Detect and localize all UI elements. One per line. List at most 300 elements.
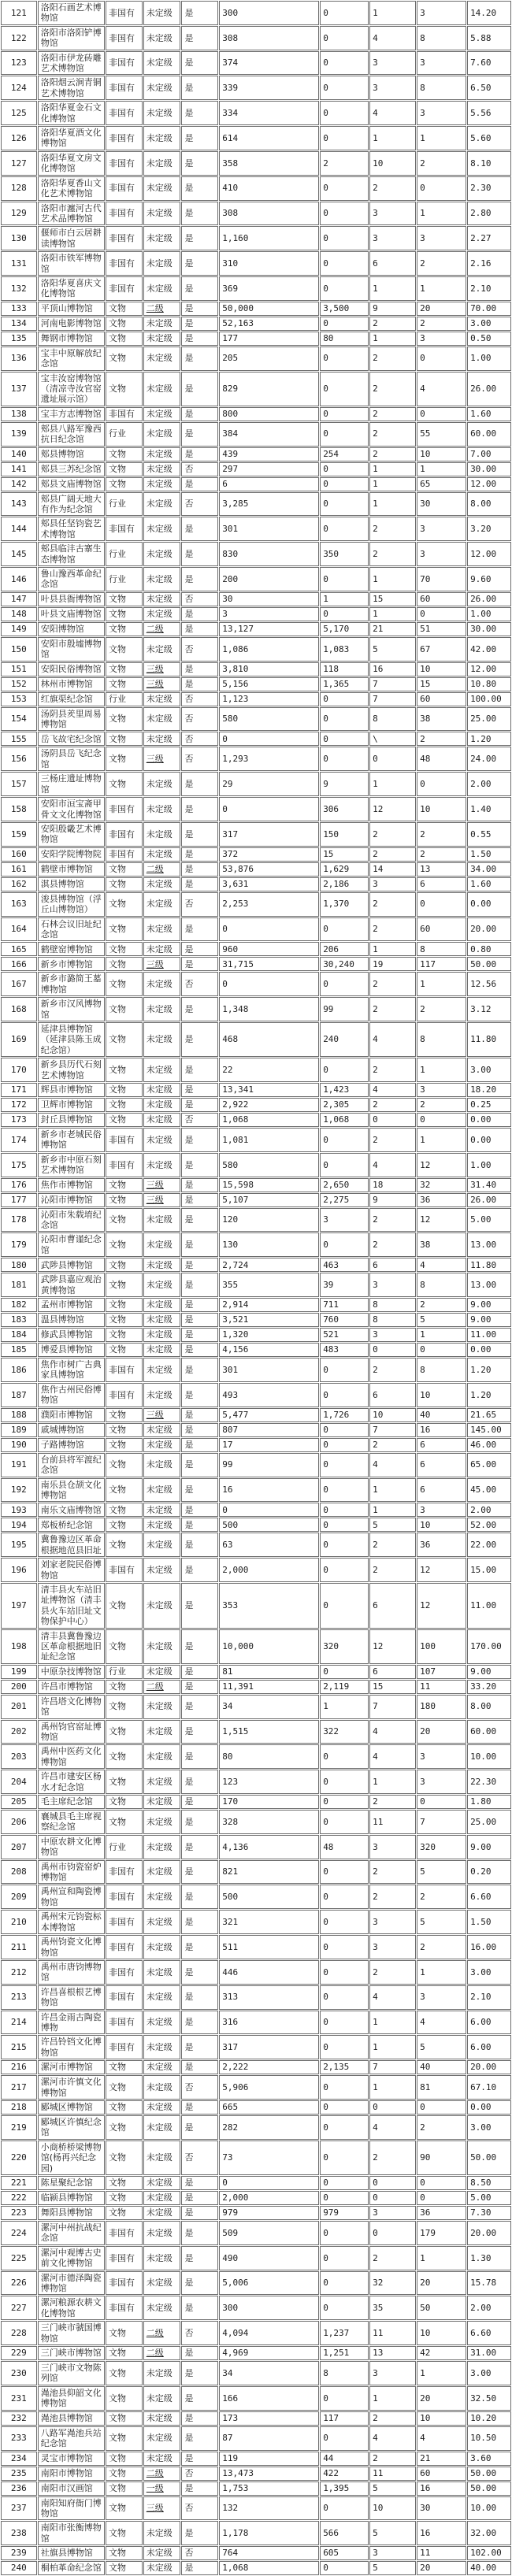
value-3-cell: 2 (369, 1128, 416, 1152)
grade-cell: 未定级 (143, 2246, 181, 2270)
open-status-cell: 否 (181, 2075, 218, 2100)
category-cell: 文物 (106, 347, 143, 371)
grade-cell: 未定级 (143, 2075, 181, 2100)
category-cell: 非国有 (106, 1558, 143, 1582)
row-number-cell: 130 (1, 226, 37, 250)
grade-cell: 未定级 (143, 1, 181, 25)
table-row (1, 2035, 511, 2059)
table-row (1, 176, 511, 201)
museum-name-cell: 渑池县博物馆 (38, 2411, 105, 2426)
category-cell: 文物 (106, 2191, 143, 2205)
value-4-cell: 10 (417, 2411, 466, 2426)
value-5-cell: 2.10 (467, 1985, 511, 2010)
value-3-cell: 11 (369, 2467, 416, 2481)
category-cell: 文物 (106, 607, 143, 621)
value-3-cell: 0 (369, 2221, 416, 2245)
row-number-cell: 237 (1, 2496, 37, 2521)
table-row (1, 317, 511, 331)
value-5-cell: 2.00 (467, 2296, 511, 2320)
grade-cell: 未定级 (143, 1113, 181, 1127)
value-1-cell: 4,094 (219, 2321, 319, 2345)
value-4-cell: 3 (417, 1770, 466, 1794)
row-number-cell: 157 (1, 772, 37, 796)
value-2-cell: 80 (320, 332, 369, 346)
open-status-cell: 否 (181, 2140, 218, 2175)
value-3-cell: 9 (369, 1193, 416, 1207)
value-3-cell: 7 (369, 677, 416, 691)
museum-name-cell: 冀鲁豫边区革命根据地范县旧址 (38, 1533, 105, 1557)
value-3-cell: 15 (369, 592, 416, 606)
museum-name-cell: 河南电影博物馆 (38, 317, 105, 331)
category-cell: 文物 (106, 677, 143, 691)
museum-name-cell: 漯河市许慎文化博物馆 (38, 2075, 105, 2100)
value-1-cell: 830 (219, 542, 319, 566)
value-3-cell: 2 (369, 972, 416, 996)
value-4-cell: 20 (417, 302, 466, 316)
value-1-cell: 52,163 (219, 317, 319, 331)
open-status-cell: 否 (181, 2321, 218, 2345)
table-row (1, 1113, 511, 1127)
table-row (1, 1680, 511, 1694)
row-number-cell: 173 (1, 1113, 37, 1127)
value-5-cell: 60.00 (467, 422, 511, 447)
museum-name-cell: 禹州中医药文化博物馆 (38, 1744, 105, 1769)
value-1-cell: 297 (219, 462, 319, 476)
open-status-cell: 是 (181, 1232, 218, 1257)
open-status-cell: 是 (181, 2221, 218, 2245)
museum-name-cell: 戚城博物馆 (38, 1423, 105, 1437)
grade-cell: 未定级 (143, 1208, 181, 1232)
museum-name-cell: 林州市博物馆 (38, 677, 105, 691)
value-4-cell: 0 (417, 892, 466, 917)
grade-cell[interactable]: 二级 (143, 622, 181, 636)
value-5-cell: 5.56 (467, 101, 511, 125)
value-3-cell: 15 (369, 1680, 416, 1694)
grade-cell: 未定级 (143, 1423, 181, 1437)
value-3-cell: 7 (369, 1695, 416, 1719)
value-3-cell: 3 (369, 226, 416, 250)
category-cell: 非国有 (106, 1, 143, 25)
value-4-cell: 8 (417, 942, 466, 956)
value-5-cell: 67.10 (467, 2075, 511, 2100)
grade-cell: 未定级 (143, 317, 181, 331)
category-cell: 文物 (106, 1695, 143, 1719)
grade-cell[interactable]: 二级 (143, 1680, 181, 1694)
value-4-cell: 1 (417, 462, 466, 476)
table-row (1, 347, 511, 371)
value-4-cell: 3 (417, 1985, 466, 2010)
category-cell: 非国有 (106, 517, 143, 541)
value-3-cell: 18 (369, 1178, 416, 1192)
value-1-cell: 960 (219, 942, 319, 956)
open-status-cell: 否 (181, 592, 218, 606)
value-2-cell: 0 (320, 1860, 369, 1885)
category-cell: 文物 (106, 1343, 143, 1357)
museum-name-cell: 漯河市博物馆 (38, 2060, 105, 2074)
value-2-cell: 2,650 (320, 1178, 369, 1192)
category-cell: 行业 (106, 422, 143, 447)
value-1-cell: 1,348 (219, 997, 319, 1021)
row-number-cell: 148 (1, 607, 37, 621)
row-number-cell: 190 (1, 1438, 37, 1452)
value-1-cell: 2,253 (219, 892, 319, 917)
row-number-cell: 225 (1, 2246, 37, 2270)
museum-name-cell: 台前县将军渡纪念馆 (38, 1453, 105, 1477)
value-4-cell: 20 (417, 2271, 466, 2296)
open-status-cell: 是 (181, 1058, 218, 1082)
row-number-cell: 179 (1, 1232, 37, 1257)
row-number-cell: 161 (1, 862, 37, 877)
value-1-cell: 308 (219, 202, 319, 226)
open-status-cell: 是 (181, 1343, 218, 1357)
grade-cell[interactable]: 三级 (143, 2496, 181, 2521)
value-5-cell: 10.50 (467, 2426, 511, 2451)
value-1-cell: 50,000 (219, 302, 319, 316)
grade-cell: 未定级 (143, 2011, 181, 2035)
open-status-cell: 是 (181, 1860, 218, 1885)
row-number-cell: 223 (1, 2206, 37, 2220)
value-5-cell: 0.00 (467, 1128, 511, 1152)
value-3-cell: 5 (369, 2481, 416, 2496)
value-4-cell: 3 (417, 101, 466, 125)
value-4-cell: 3 (417, 1083, 466, 1097)
museum-name-cell: 汤阴县羑里周易博物馆 (38, 707, 105, 732)
value-1-cell: 205 (219, 347, 319, 371)
open-status-cell: 否 (181, 732, 218, 746)
value-2-cell: 0 (320, 517, 369, 541)
value-5-cell: 0.20 (467, 1860, 511, 1885)
value-3-cell: 10 (369, 151, 416, 176)
row-number-cell: 208 (1, 1860, 37, 1885)
row-number-cell: 210 (1, 1910, 37, 1934)
category-cell: 文物 (106, 2206, 143, 2220)
value-5-cell: 8.00 (467, 1695, 511, 1719)
value-2-cell: 483 (320, 1343, 369, 1357)
row-number-cell: 187 (1, 1383, 37, 1407)
museum-name-cell: 八路军渑池兵站纪念馆 (38, 2426, 105, 2451)
value-4-cell: 51 (417, 622, 466, 636)
table-row (1, 251, 511, 276)
table-row (1, 1629, 511, 1664)
row-number-cell: 211 (1, 1935, 37, 1959)
value-3-cell: 1 (369, 126, 416, 150)
value-4-cell: 3 (417, 517, 466, 541)
open-status-cell: 是 (181, 251, 218, 276)
row-number-cell: 154 (1, 707, 37, 732)
museum-name-cell: 刘家老院民俗博物馆 (38, 1558, 105, 1582)
value-2-cell: 0 (320, 707, 369, 732)
open-status-cell: 否 (181, 462, 218, 476)
value-2-cell: 1,629 (320, 862, 369, 877)
value-4-cell: 4 (417, 2011, 466, 2035)
value-1-cell: 334 (219, 101, 319, 125)
value-4-cell: 3 (417, 51, 466, 76)
grade-cell: 未定级 (143, 972, 181, 996)
grade-cell[interactable]: 二级 (143, 862, 181, 877)
museum-name-cell: 襄城县毛主席视察纪念馆 (38, 1810, 105, 1834)
value-5-cell: 1.00 (467, 607, 511, 621)
grade-cell: 未定级 (143, 1770, 181, 1794)
grade-cell[interactable]: 三级 (143, 747, 181, 771)
value-5-cell: 3.00 (467, 1058, 511, 1082)
value-1-cell: 3,521 (219, 1313, 319, 1327)
category-cell: 文物 (106, 1058, 143, 1082)
value-2-cell: 3,500 (320, 302, 369, 316)
value-4-cell: 1 (417, 1328, 466, 1342)
value-5-cell: 3.12 (467, 997, 511, 1021)
table-row (1, 2176, 511, 2190)
row-number-cell: 149 (1, 622, 37, 636)
value-3-cell: 0 (369, 2176, 416, 2190)
grade-cell[interactable]: 三级 (143, 1178, 181, 1192)
grade-cell[interactable]: 二级 (143, 2321, 181, 2345)
row-number-cell: 238 (1, 2521, 37, 2545)
museum-name-cell: 陈星聚纪念馆 (38, 2176, 105, 2190)
grade-cell: 未定级 (143, 1503, 181, 1517)
grade-cell: 未定级 (143, 1298, 181, 1312)
museum-name-cell: 安阳市殷墟博物馆 (38, 637, 105, 662)
value-3-cell: 2 (369, 1358, 416, 1382)
value-5-cell: 5.60 (467, 126, 511, 150)
grade-cell[interactable]: 二级 (143, 2467, 181, 2481)
value-4-cell: 5 (417, 2035, 466, 2059)
grade-cell[interactable]: 三级 (143, 677, 181, 691)
value-3-cell: 2 (369, 1208, 416, 1232)
row-number-cell: 143 (1, 492, 37, 517)
category-cell: 文物 (106, 2346, 143, 2360)
grade-cell: 未定级 (143, 2561, 181, 2575)
value-5-cell: 8.10 (467, 151, 511, 176)
museum-name-cell: 武陟县嘉应观治黄博物馆 (38, 1273, 105, 1297)
row-number-cell: 207 (1, 1835, 37, 1859)
grade-cell[interactable]: 三级 (143, 957, 181, 971)
category-cell: 非国有 (106, 1128, 143, 1152)
grade-cell[interactable]: 一级 (143, 2481, 181, 2496)
museum-name-cell: 红旗渠纪念馆 (38, 692, 105, 706)
value-3-cell: 5 (369, 637, 416, 662)
row-number-cell: 172 (1, 1098, 37, 1112)
value-1-cell: 0 (219, 972, 319, 996)
value-3-cell: 2 (369, 1885, 416, 1909)
value-1-cell: 328 (219, 1810, 319, 1834)
grade-cell[interactable]: 三级 (143, 1408, 181, 1422)
value-2-cell: 0 (320, 2296, 369, 2320)
value-5-cell: 45.00 (467, 1478, 511, 1503)
value-1-cell: 316 (219, 2011, 319, 2035)
value-4-cell: 20 (417, 1720, 466, 1744)
value-1-cell: 81 (219, 1665, 319, 1679)
table-row (1, 276, 511, 301)
category-cell: 行业 (106, 692, 143, 706)
value-2-cell: 566 (320, 2521, 369, 2545)
value-2-cell: 979 (320, 2206, 369, 2220)
value-5-cell: 40.00 (467, 2561, 511, 2575)
category-cell: 非国有 (106, 407, 143, 421)
value-2-cell: 1,423 (320, 1083, 369, 1097)
value-2-cell: 1,068 (320, 1113, 369, 1127)
value-3-cell: 2 (369, 347, 416, 371)
value-2-cell: 0 (320, 1885, 369, 1909)
category-cell: 文物 (106, 372, 143, 406)
value-1-cell: 580 (219, 1153, 319, 1177)
value-1-cell: 2,914 (219, 1298, 319, 1312)
value-3-cell: 6 (369, 1258, 416, 1272)
value-1-cell: 468 (219, 1022, 319, 1057)
grade-cell: 未定级 (143, 1910, 181, 1934)
open-status-cell: 是 (181, 772, 218, 796)
value-2-cell: 1,370 (320, 892, 369, 917)
value-1-cell: 321 (219, 1910, 319, 1934)
museum-name-cell: 禹州钧瓷文化博物馆 (38, 1935, 105, 1959)
row-number-cell: 229 (1, 2346, 37, 2360)
value-2-cell: 1,083 (320, 637, 369, 662)
value-1-cell: 1,068 (219, 1113, 319, 1127)
table-row (1, 1128, 511, 1152)
value-4-cell: 2 (417, 997, 466, 1021)
category-cell: 非国有 (106, 276, 143, 301)
value-5-cell: 33.20 (467, 1680, 511, 1694)
value-2-cell: 0 (320, 1438, 369, 1452)
open-status-cell: 是 (181, 1518, 218, 1532)
value-1-cell: 310 (219, 251, 319, 276)
open-status-cell: 是 (181, 1744, 218, 1769)
museum-name-cell: 许昌市博物馆 (38, 1680, 105, 1694)
category-cell: 文物 (106, 317, 143, 331)
grade-cell: 未定级 (143, 592, 181, 606)
value-4-cell: 4 (417, 2426, 466, 2451)
value-2-cell: 711 (320, 1298, 369, 1312)
table-row (1, 1022, 511, 1057)
museum-name-cell: 汤阴县岳飞纪念馆 (38, 747, 105, 771)
category-cell: 文物 (106, 2075, 143, 2100)
value-3-cell: 3 (369, 1273, 416, 1297)
category-cell: 非国有 (106, 2221, 143, 2245)
row-number-cell: 186 (1, 1358, 37, 1382)
value-4-cell: 3 (417, 1503, 466, 1517)
value-5-cell: 70.00 (467, 302, 511, 316)
value-3-cell: 2 (369, 422, 416, 447)
value-2-cell: 0 (320, 2075, 369, 2100)
table-row (1, 1083, 511, 1097)
table-row (1, 847, 511, 862)
open-status-cell: 是 (181, 662, 218, 676)
open-status-cell: 是 (181, 2426, 218, 2451)
value-1-cell: 29 (219, 772, 319, 796)
grade-cell: 未定级 (143, 1665, 181, 1679)
value-2-cell: 0 (320, 1518, 369, 1532)
value-5-cell: 46.00 (467, 1438, 511, 1452)
category-cell: 非国有 (106, 1358, 143, 1382)
value-3-cell: 5 (369, 2521, 416, 2545)
value-4-cell: 12 (417, 1583, 466, 1629)
open-status-cell: 否 (181, 2467, 218, 2481)
value-3-cell: 3 (369, 877, 416, 891)
open-status-cell: 是 (181, 2521, 218, 2545)
value-2-cell: 1 (320, 592, 369, 606)
museum-name-cell: 许昌市建安区杨水才纪念馆 (38, 1770, 105, 1794)
value-5-cell: 12.56 (467, 972, 511, 996)
museum-name-cell: 许昌金雨古陶瓷博物 (38, 2011, 105, 2035)
value-4-cell: 90 (417, 2140, 466, 2175)
value-4-cell: 15 (417, 677, 466, 691)
open-status-cell: 是 (181, 1258, 218, 1272)
value-3-cell: 3 (369, 2206, 416, 2220)
category-cell: 文物 (106, 592, 143, 606)
value-2-cell: 0 (320, 2386, 369, 2411)
value-2-cell: 0 (320, 202, 369, 226)
grade-cell: 未定级 (143, 26, 181, 50)
value-4-cell: 32 (417, 1178, 466, 1192)
row-number-cell: 196 (1, 1558, 37, 1582)
grade-cell[interactable]: 二级 (143, 2346, 181, 2360)
value-4-cell: 12 (417, 1558, 466, 1582)
value-2-cell: 118 (320, 662, 369, 676)
open-status-cell: 是 (181, 407, 218, 421)
value-5-cell: 50.00 (467, 2140, 511, 2175)
category-cell: 非国有 (106, 1885, 143, 1909)
value-5-cell: 9.00 (467, 1665, 511, 1679)
grade-cell: 未定级 (143, 607, 181, 621)
grade-cell: 未定级 (143, 477, 181, 491)
value-3-cell: 2 (369, 2452, 416, 2466)
grade-cell: 未定级 (143, 2546, 181, 2560)
grade-cell[interactable]: 三级 (143, 1193, 181, 1207)
value-1-cell: 31,715 (219, 957, 319, 971)
open-status-cell: 是 (181, 1153, 218, 1177)
row-number-cell: 141 (1, 462, 37, 476)
value-2-cell: 463 (320, 1258, 369, 1272)
grade-cell: 未定级 (143, 1810, 181, 1834)
value-4-cell: 67 (417, 637, 466, 662)
value-5-cell: 2.27 (467, 226, 511, 250)
museum-name-cell: 禹州宋元钧瓷标本博物馆 (38, 1910, 105, 1934)
value-3-cell: 8 (369, 707, 416, 732)
value-3-cell: 2 (369, 847, 416, 862)
value-2-cell: 2,135 (320, 2060, 369, 2074)
row-number-cell: 163 (1, 892, 37, 917)
open-status-cell: 是 (181, 1583, 218, 1629)
category-cell: 非国有 (106, 1383, 143, 1407)
grade-cell[interactable]: 三级 (143, 662, 181, 676)
table-row (1, 1232, 511, 1257)
museum-name-cell: 沁阳市朱载堉纪念馆 (38, 1208, 105, 1232)
table-row (1, 1, 511, 25)
table-row (1, 517, 511, 541)
open-status-cell: 是 (181, 1, 218, 25)
value-4-cell: 6 (417, 1438, 466, 1452)
value-4-cell: 8 (417, 76, 466, 100)
category-cell: 行业 (106, 1665, 143, 1679)
table-row (1, 1423, 511, 1437)
grade-cell[interactable]: 二级 (143, 302, 181, 316)
table-row (1, 917, 511, 942)
value-2-cell: 2 (320, 151, 369, 176)
open-status-cell: 否 (181, 1113, 218, 1127)
value-1-cell: 5,107 (219, 1193, 319, 1207)
open-status-cell: 否 (181, 2496, 218, 2521)
museum-name-cell: 洛阳烟云涧青铜艺术博物馆 (38, 76, 105, 100)
grade-cell: 未定级 (143, 797, 181, 821)
value-1-cell: 2,000 (219, 2191, 319, 2205)
table-row (1, 1298, 511, 1312)
table-row (1, 1770, 511, 1794)
open-status-cell: 是 (181, 226, 218, 250)
value-4-cell: 3 (417, 1, 466, 25)
table-row (1, 1383, 511, 1407)
category-cell: 文物 (106, 1680, 143, 1694)
value-4-cell: 8 (417, 26, 466, 50)
value-4-cell: 6 (417, 1478, 466, 1503)
